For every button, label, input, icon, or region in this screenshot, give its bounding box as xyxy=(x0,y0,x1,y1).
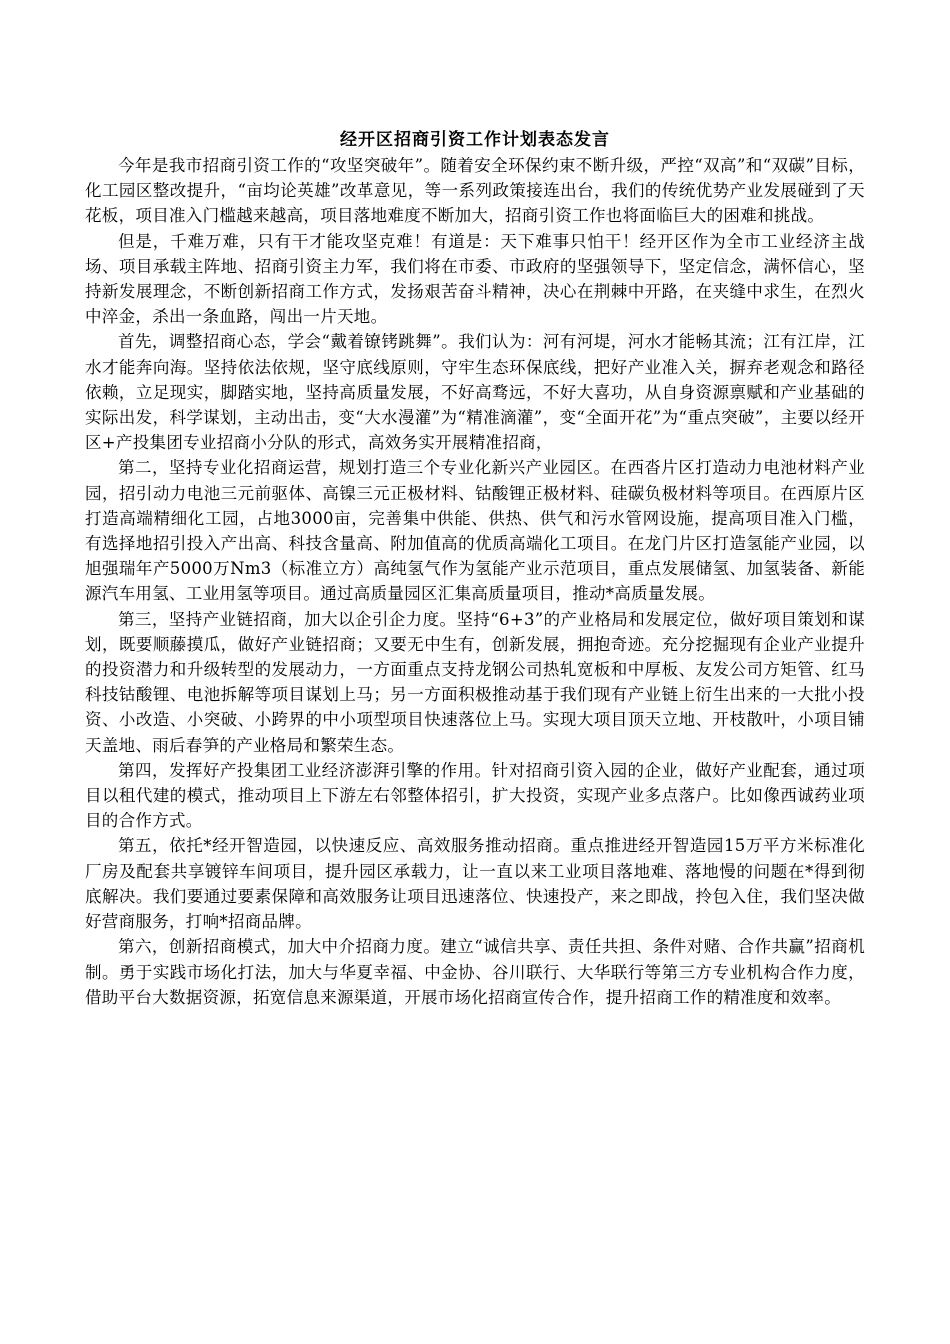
paragraph-first: 首先，调整招商心态，学会“戴着镣铐跳舞”。我们认为：河有河堤，河水才能畅其流；江有江岸，江水才能奔向海。坚持依法依规，坚守底线原则，守牢生态环保底线，把好产业准入关，摒弃老观念和路径依赖，立足现实，脚踏实地，坚持高质量发展，不好高骛远，不好大喜功，从自身资源禀赋和产业基础的实际出发，科学谋划，主动出击，变“大水漫灌”为“精准滴灌”，变“全面开花”为“重点突破”，主要以经开区+产投集团专业招商小分队的形式，高效务实开展精准招商， xyxy=(85,332,865,453)
paragraph-intro: 今年是我市招商引资工作的“攻坚突破年”。随着安全环保约束不断升级，严控“双高”和“双碳”目标，化工园区整改提升，“亩均论英雄”改革意见，等一系列政策接连出台，我们的传统优势产业发展碰到了天花板，项目准入门槛越来越高，项目落地难度不断加大，招商引资工作也将面临巨大的困难和挑战。 xyxy=(85,156,865,226)
document-title: 经开区招商引资工作计划表态发言 xyxy=(340,130,610,150)
paragraph-third: 第三，坚持产业链招商，加大以企引企力度。坚持“6+3”的产业格局和发展定位，做好项目策划和谋划，既要顺藤摸瓜，做好产业链招商；又要无中生有，创新发展，拥抱奇迹。充分挖掘现有企业产业提升的投资潜力和升级转型的发展动力，一方面重点支持龙钢公司热轧宽板和中厚板、友发公司方矩管、红马科技钴酸锂、电池拆解等项目谋划上马；另一方面积极推动基于我们现有产业链上衍生出来的一大批小投资、小改造、小突破、小跨界的中小项型项目快速落位上马。实现大项目顶天立地、开枝散叶，小项目铺天盖地、雨后春笋的产业格局和繁荣生态。 xyxy=(85,609,865,755)
paragraph-fourth: 第四，发挥好产投集团工业经济澎湃引擎的作用。针对招商引资入园的企业，做好产业配套，通过项目以租代建的模式，推动项目上下游左右邻整体招引，扩大投资，实现产业多点落户。比如像西诚药业项目的合作方式。 xyxy=(85,760,865,831)
paragraph-fifth: 第五，依托*经开智造园，以快速反应、高效服务推动招商。重点推进经开智造园15万平方米标准化厂房及配套共享镀锌车间项目，提升园区承载力，让一直以来工业项目落地难、落地慢的问题在*得到彻底解决。我们要通过要素保障和高效服务让项目迅速落位、快速投产，来之即战，拎包入住，我们坚决做好营商服务，打响*招商品牌。 xyxy=(85,836,865,932)
paragraph-resolve: 但是，千难万难，只有干才能攻坚克难！有道是：天下难事只怕干！经开区作为全市工业经济主战场、项目承载主阵地、招商引资主力军，我们将在市委、市政府的坚强领导下，坚定信念，满怀信心，坚持新发展理念，不断创新招商工作方式，发扬艰苦奋斗精神，决心在荆棘中开路，在夹缝中求生，在烈火中淬金，杀出一条血路，闯出一片天地。 xyxy=(85,231,865,327)
document-body xyxy=(85,153,865,1010)
paragraph-sixth: 第六，创新招商模式，加大中介招商力度。建立“诚信共享、责任共担、条件对赌、合作共赢”招商机制。勇于实践市场化打法，加大与华夏幸福、中金协、谷川联行、大华联行等第三方专业机构合作力度，借助平台大数据资源，拓宽信息来源渠道，开展市场化招商宣传合作，提升招商工作的精准度和效率。 xyxy=(85,937,865,1007)
paragraph-second: 第二，坚持专业化招商运营，规划打造三个专业化新兴产业园区。在西沓片区打造动力电池材料产业园，招引动力电池三元前驱体、高镍三元正极材料、钴酸锂正极材料、硅碳负极材料等项目。在西原片区打造高端精细化工园，占地3000亩，完善集中供能、供热、供气和污水管网设施，提高项目准入门槛，有选择地招引投入产出高、科技含量高、附加值高的优质高端化工项目。在龙门片区打造氢能产业园，以旭强瑞年产5000万Nm3（标准立方）高纯氢气作为氢能产业示范项目，重点发展储氢、加氢装备、新能源汽车用氢、工业用氢等项目。通过高质量园区汇集高质量项目，推动*高质量发展。 xyxy=(85,458,865,604)
